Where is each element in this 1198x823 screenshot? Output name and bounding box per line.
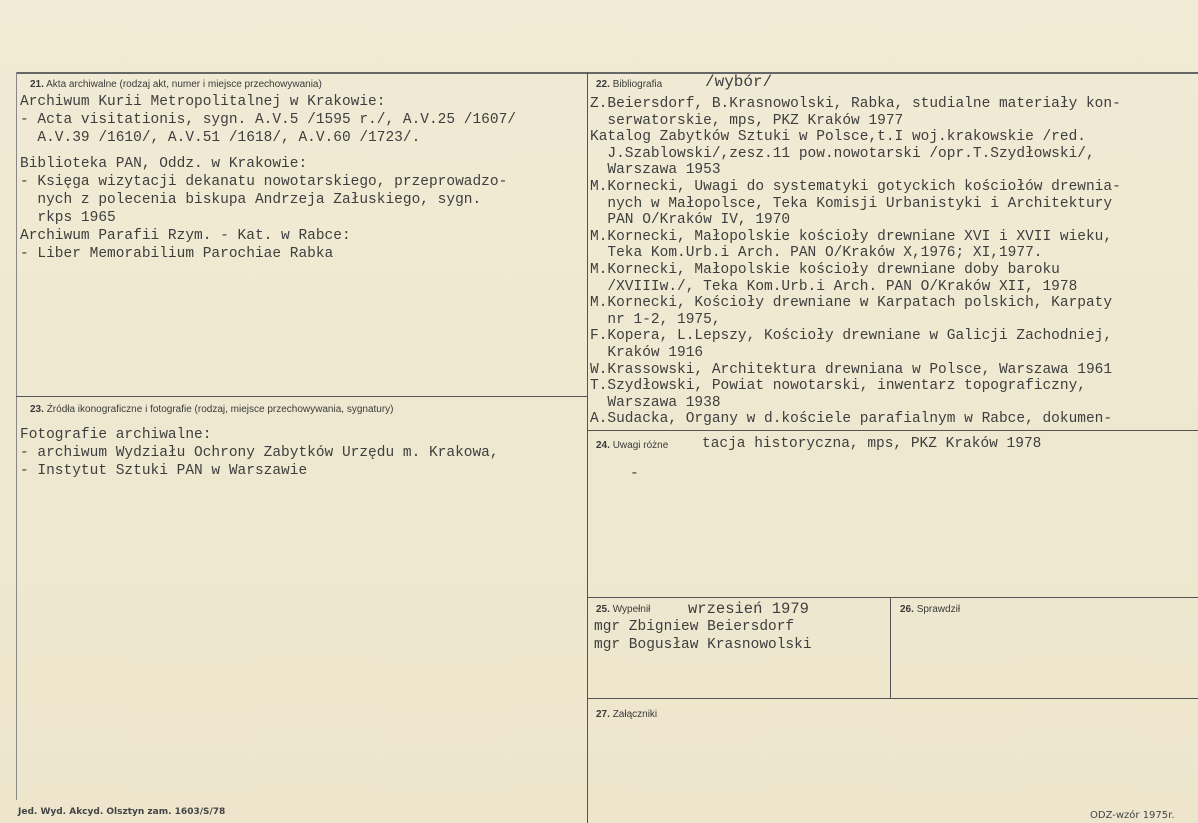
archive-line: - Acta visitationis, sygn. A.V.5 /1595 r./, A.V.25 /1607/ — [20, 112, 516, 128]
bibliography-line: nr 1-2, 1975, — [590, 311, 721, 328]
archive-line: rkps 1965 — [20, 210, 116, 226]
photo-source-line: - Instytut Sztuki PAN w Warszawie — [20, 463, 308, 479]
remarks-line: tacja historyczna, mps, PKZ Kraków 1978 — [702, 436, 1042, 452]
section-27-number: 27. — [596, 709, 610, 720]
bibliography-line: W.Krassowski, Architektura drewniana w Polsce, Warszawa 1961 — [590, 361, 1113, 378]
divider-21-23 — [16, 396, 587, 397]
section-22-number: 22. — [596, 79, 610, 90]
bibliography-line: F.Kopera, L.Lepszy, Kościoły drewniane w Galicji Zachodniej, — [590, 328, 1113, 345]
bibliography-line: Katalog Zabytków Sztuki w Polsce,t.I woj.krakowskie /red. — [590, 129, 1086, 146]
bibliography-line: Kraków 1916 — [590, 345, 704, 361]
bibliography-line: Warszawa 1938 — [590, 394, 721, 411]
archive-line: Biblioteka PAN, Oddz. w Krakowie: — [20, 156, 308, 172]
photo-source-line: - archiwum Wydziału Ochrony Zabytków Urzędu m. Krakowa, — [20, 445, 499, 461]
section-26-label — [900, 604, 960, 615]
bibliography-line: Warszawa 1953 — [590, 162, 721, 179]
section-21-title: Akta archiwalne (rodzaj akt, numer i miejsce przechowywania) — [46, 79, 322, 90]
section-23-number: 23. — [30, 404, 44, 415]
filled-by-name: mgr Bogusław Krasnowolski — [594, 637, 812, 653]
divider-25-26 — [890, 597, 891, 698]
archive-line: nych z polecenia biskupa Andrzeja Załuskiego, sygn. — [20, 192, 482, 208]
bibliography-line: M.Kornecki, Małopolskie kościoły drewniane XVI i XVII wieku, — [590, 228, 1113, 245]
left-border — [16, 72, 17, 800]
remarks-dash: - — [630, 466, 639, 482]
bibliography-line: J.Szablowski/,zesz.11 pow.nowotarski /opr.T.Szydłowski/, — [590, 145, 1095, 162]
filled-by-name: mgr Zbigniew Beiersdorf — [594, 619, 795, 635]
section-21-number: 21. — [30, 79, 44, 90]
archive-line: Archiwum Kurii Metropolitalnej w Krakowie: — [20, 94, 386, 110]
divider-25-27 — [587, 698, 1198, 699]
section-22-label — [596, 79, 662, 90]
divider-22-24 — [587, 430, 1198, 431]
top-border — [16, 72, 1198, 74]
bibliography-line: M.Kornecki, Uwagi do systematyki gotyckich kościołów drewnia- — [590, 179, 1121, 195]
section-27-title: Załączniki — [612, 709, 658, 720]
bibliography-line: Z.Beiersdorf, B.Krasnowolski, Rabka, studialne materiały kon- — [590, 96, 1121, 112]
section-23-label — [30, 404, 394, 415]
bibliography-line: nych w Małopolsce, Teka Komisji Urbanistyki i Architektury — [590, 195, 1113, 212]
photo-source-line: Fotografie archiwalne: — [20, 427, 212, 443]
bibliography-line: M.Kornecki, Małopolskie kościoły drewniane doby baroku — [590, 262, 1060, 278]
archive-line: - Księga wizytacji dekanatu nowotarskiego, przeprowadzo- — [20, 174, 508, 190]
section-21-label — [30, 79, 322, 90]
bibliography-line: PAN O/Kraków IV, 1970 — [590, 212, 791, 229]
bibliography-note: /wybór/ — [705, 73, 773, 91]
section-27-label — [596, 709, 657, 720]
form-model: ODZ-wzór 1975r. — [1090, 810, 1175, 821]
divider-24-25 — [587, 597, 1198, 598]
archive-line: - Liber Memorabilium Parochiae Rabka — [20, 246, 334, 262]
section-25-title: Wypełnił — [612, 604, 651, 615]
section-25-number: 25. — [596, 604, 610, 615]
bibliography-line: serwatorskie, mps, PKZ Kraków 1977 — [590, 112, 904, 129]
section-24-title: Uwagi różne — [612, 440, 669, 451]
section-22-title: Bibliografia — [612, 79, 663, 90]
section-26-title: Sprawdził — [916, 604, 961, 615]
bibliography-line: M.Kornecki, Kościoły drewniane w Karpatach polskich, Karpaty — [590, 295, 1113, 312]
printer-imprint: Jed. Wyd. Akcyd. Olsztyn zam. 1603/S/78 — [18, 807, 226, 817]
section-24-number: 24. — [596, 440, 610, 451]
section-25-label — [596, 604, 650, 615]
section-23-title: Źródła ikonograficzne i fotografie (rodzaj, miejsce przechowywania, sygnatury) — [46, 404, 394, 415]
bibliography-line: A.Sudacka, Organy w d.kościele parafialnym w Rabce, dokumen- — [590, 411, 1113, 428]
center-divider — [587, 72, 588, 823]
archive-line: Archiwum Parafii Rzym. - Kat. w Rabce: — [20, 228, 351, 244]
bibliography-line: T.Szydłowski, Powiat nowotarski, inwentarz topograficzny, — [590, 378, 1086, 395]
bibliography-line: Teka Kom.Urb.i Arch. PAN O/Kraków X,1976; XI,1977. — [590, 245, 1043, 262]
archive-line: A.V.39 /1610/, A.V.51 /1618/, A.V.60 /1723/. — [20, 130, 421, 146]
section-26-number: 26. — [900, 604, 914, 615]
bibliography-line: /XVIIIw./, Teka Kom.Urb.i Arch. PAN O/Kraków XII, 1978 — [590, 278, 1078, 295]
filled-date: wrzesień 1979 — [688, 600, 809, 618]
section-24-label — [596, 440, 668, 451]
